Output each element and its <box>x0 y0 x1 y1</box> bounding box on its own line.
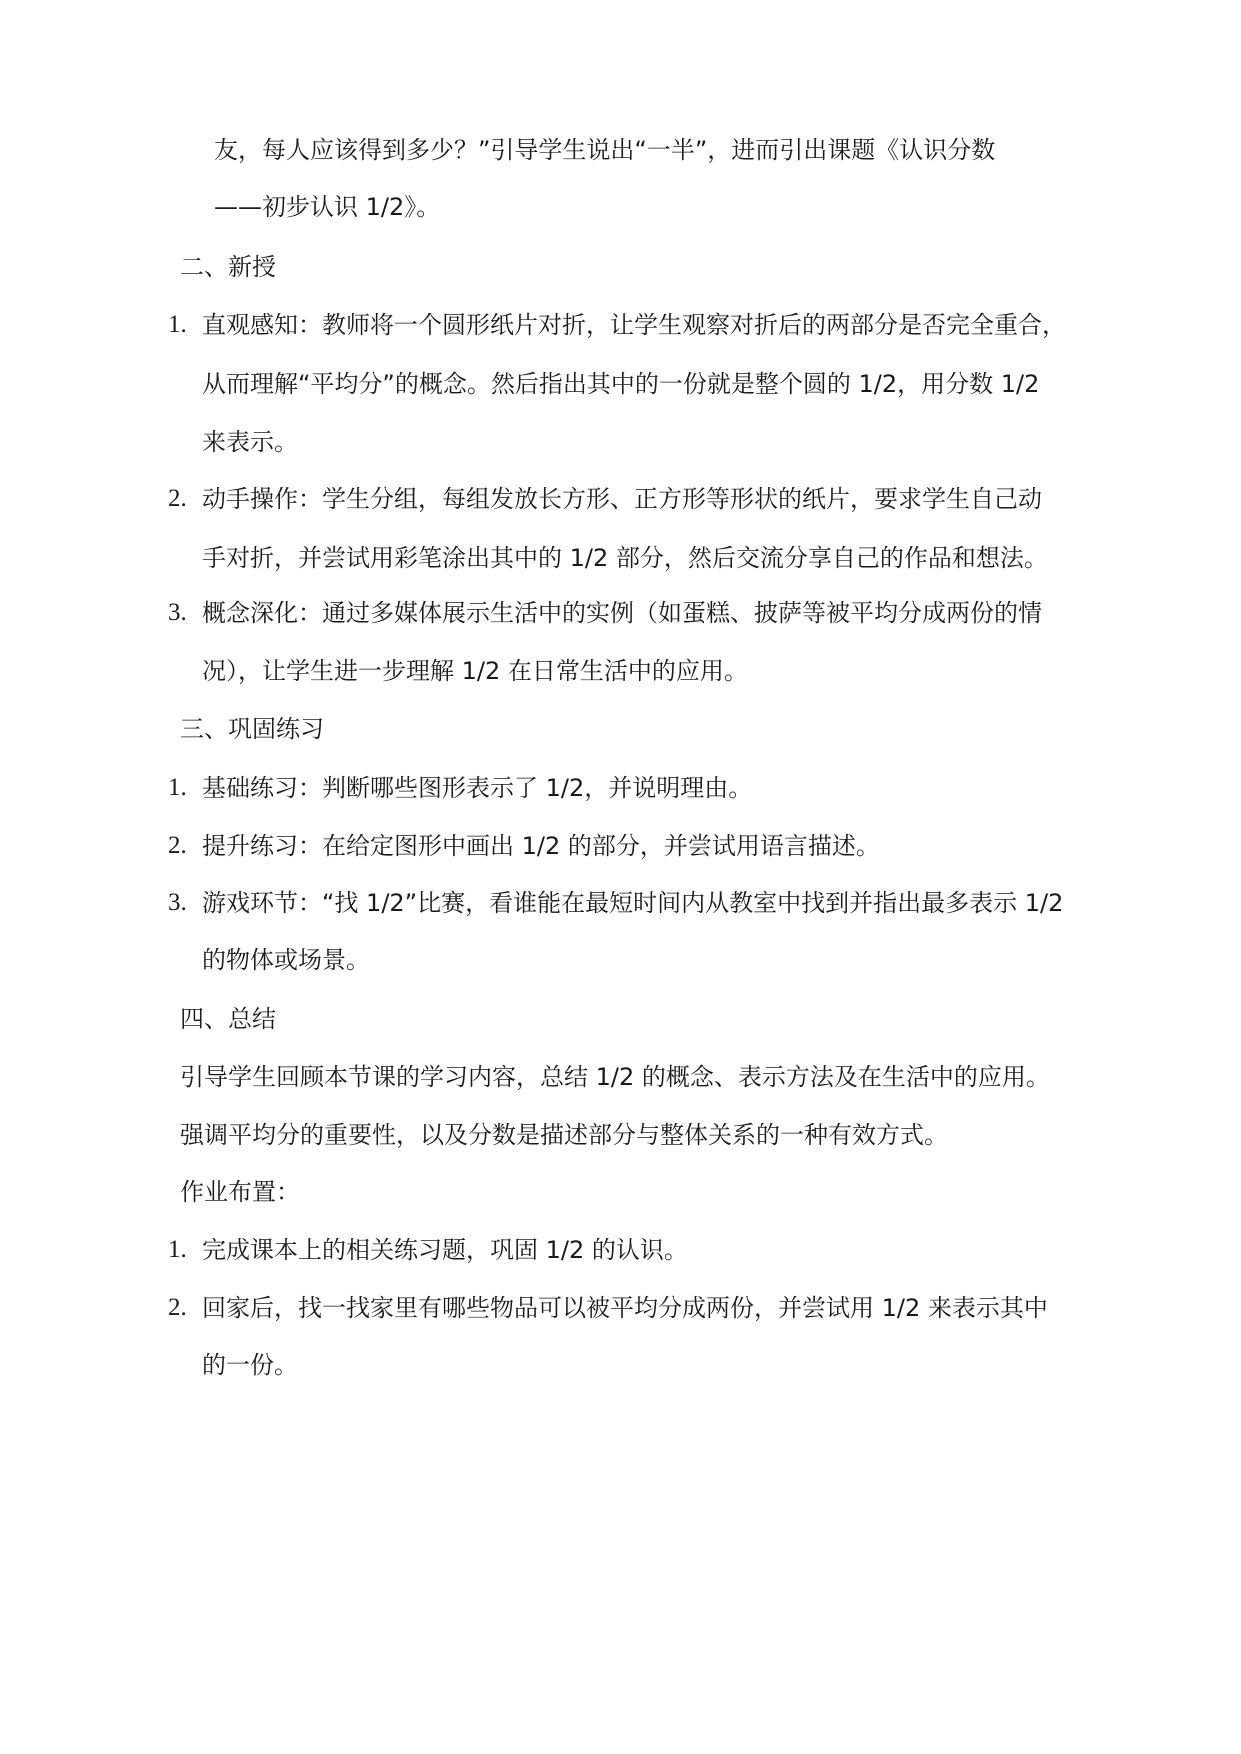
list-item-line: 回家后，找一找家里有哪些物品可以被平均分成两份，并尝试用 1/2 来表示其中 <box>202 1294 1048 1322</box>
intro-line-1: 友，每人应该得到多少？”引导学生说出“一半”，进而引出课题《认识分数 <box>214 136 996 164</box>
list-number: 2. <box>168 1294 187 1321</box>
list-number: 3. <box>168 889 187 916</box>
list-number: 2. <box>168 485 187 512</box>
list-item-line: 的一份。 <box>202 1351 298 1379</box>
list-number: 1. <box>168 774 187 801</box>
list-item-line: 基础练习：判断哪些图形表示了 1/2，并说明理由。 <box>202 774 753 802</box>
section-heading-new-lesson: 二、新授 <box>180 253 276 281</box>
list-item-line: 来表示。 <box>202 428 298 456</box>
list-item-line: 概念深化：通过多媒体展示生活中的实例（如蛋糕、披萨等被平均分成两份的情 <box>202 599 1042 627</box>
list-item-line: 游戏环节：“找 1/2”比赛，看谁能在最短时间内从教室中找到并指出最多表示 1/2 <box>202 889 1064 917</box>
list-number: 1. <box>168 1236 187 1263</box>
list-item-line: 直观感知：教师将一个圆形纸片对折，让学生观察对折后的两部分是否完全重合， <box>202 311 1066 339</box>
intro-line-2: ——初步认识 1/2》。 <box>214 193 441 221</box>
list-item-line: 的物体或场景。 <box>202 946 370 974</box>
summary-paragraph-line: 引导学生回顾本节课的学习内容，总结 1/2 的概念、表示方法及在生活中的应用。 <box>180 1063 1050 1091</box>
section-heading-practice: 三、巩固练习 <box>180 715 324 743</box>
list-item-line: 从而理解“平均分”的概念。然后指出其中的一份就是整个圆的 1/2，用分数 1/2 <box>202 370 1040 398</box>
summary-paragraph-line: 强调平均分的重要性，以及分数是描述部分与整体关系的一种有效方式。 <box>180 1121 948 1149</box>
list-item-line: 况），让学生进一步理解 1/2 在日常生活中的应用。 <box>202 657 748 685</box>
list-item-line: 手对折，并尝试用彩笔涂出其中的 1/2 部分，然后交流分享自己的作品和想法。 <box>202 544 1048 572</box>
list-item-line: 动手操作：学生分组，每组发放长方形、正方形等形状的纸片，要求学生自己动 <box>202 485 1042 513</box>
list-item-line: 提升练习：在给定图形中画出 1/2 的部分，并尝试用语言描述。 <box>202 832 880 860</box>
section-heading-summary: 四、总结 <box>180 1005 276 1033</box>
list-number: 1. <box>168 311 187 338</box>
list-number: 2. <box>168 832 187 859</box>
list-number: 3. <box>168 599 187 626</box>
list-item-line: 完成课本上的相关练习题，巩固 1/2 的认识。 <box>202 1236 688 1264</box>
homework-heading: 作业布置： <box>180 1178 300 1206</box>
